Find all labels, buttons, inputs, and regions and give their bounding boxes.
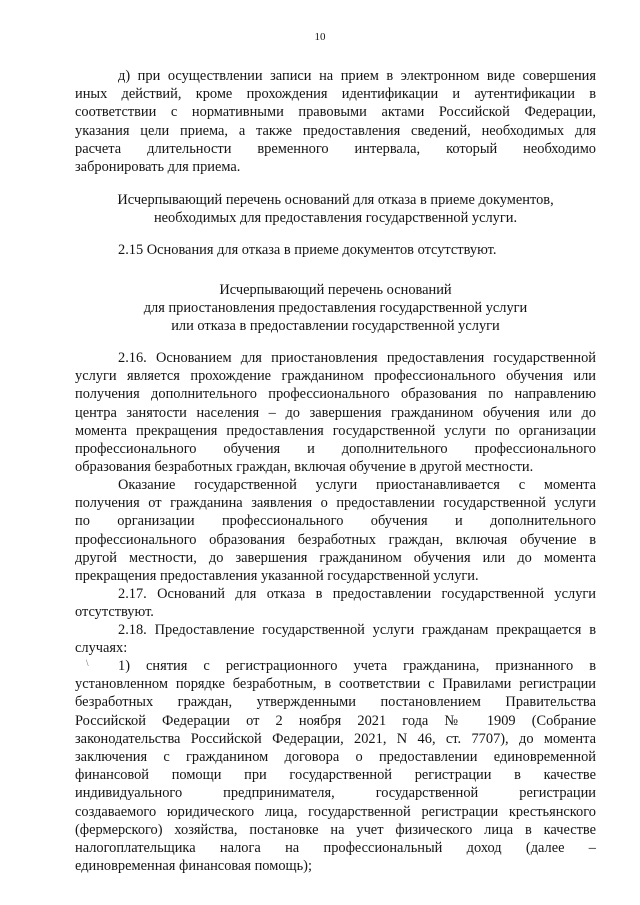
- section-heading-suspension: [75, 281, 596, 336]
- heading-line: необходимых для предоставления государственной услуги.: [153, 210, 518, 227]
- text-line: 2.18. Предоставление государственной услуги гражданам прекращается в: [118, 622, 596, 638]
- text-line: другой местности, до завершения гражданином обучения или до момента: [75, 549, 596, 566]
- text-line: 2.15 Основания для отказа в приеме документов отсутствуют.: [118, 242, 497, 258]
- text-line: центра занятости населения – до завершения гражданином обучения или до: [75, 404, 596, 421]
- paragraph-2-17: [75, 585, 596, 621]
- text-line: образования безработных граждан, включая обучение в другой местности.: [75, 459, 534, 476]
- text-line: создаваемого юридического лица, государственной регистрации крестьянского: [75, 803, 596, 820]
- heading-line: или отказа в предоставлении государственной услуги: [171, 318, 500, 335]
- text-line: Оказание государственной услуги приостанавливается с момента: [118, 477, 596, 493]
- text-line: получения от гражданина заявления о предоставлении государственной услуги: [75, 495, 596, 512]
- text-line: по организации профессионального обучения и дополнительного: [75, 513, 596, 530]
- text-line: д) при осуществлении записи на прием в электронном виде совершения: [118, 68, 596, 84]
- heading-line: Исчерпывающий перечень оснований для отказа в приеме документов,: [117, 192, 554, 208]
- text-line: индивидуального предпринимателя, государственной регистрации: [75, 785, 596, 802]
- text-line: финансовой помощи при государственной регистрации в качестве: [75, 767, 596, 784]
- paragraph-2-15: [75, 241, 596, 259]
- text-line: момента прекращения предоставления государственной услуги по организации: [75, 422, 596, 439]
- text-line: законодательства Российской Федерации, 2021, N 46, ст. 7707), до момента: [75, 730, 596, 747]
- text-line: расчета длительности временного интервала, который необходимо: [75, 140, 596, 157]
- text-line: указания цели приема, а также предоставления сведений, необходимых для: [75, 122, 596, 139]
- heading-line: Исчерпывающий перечень оснований: [219, 282, 452, 298]
- paragraph-2-16: [75, 349, 596, 476]
- text-line: 2.16. Основанием для приостановления предоставления государственной: [118, 350, 596, 366]
- scan-mark: \: [86, 658, 89, 668]
- text-line: (фермерского) хозяйства, постановке на учет физического лица в качестве: [75, 821, 596, 838]
- text-line: соответствии с нормативными правовыми актами Российской Федерации,: [75, 104, 596, 121]
- section-heading-refusal-documents: [75, 191, 596, 227]
- text-line: услуги является прохождение гражданином профессионального обучения или: [75, 368, 596, 385]
- text-line: иных действий, кроме прохождения идентификации и аутентификации в: [75, 86, 596, 103]
- text-line: прекращения предоставления указанной государственной услуги.: [75, 568, 479, 585]
- text-line: случаях:: [75, 640, 128, 657]
- text-line: налогоплательщика налога на профессиональный доход (далее –: [75, 840, 596, 857]
- text-line: профессионального образования безработных граждан, включая обучение в: [75, 531, 596, 548]
- page-number: 10: [314, 31, 326, 43]
- text-line: Российской Федерации от 2 ноября 2021 года № 1909 (Собрание: [75, 712, 596, 729]
- text-line: единовременная финансовая помощь);: [75, 858, 312, 875]
- text-line: забронировать для приема.: [75, 159, 241, 176]
- paragraph-item-1: [75, 657, 596, 875]
- text-line: профессионального обучения и дополнительного профессионального: [75, 441, 596, 458]
- paragraph-2-18: [75, 621, 596, 657]
- text-line: установленном порядке безработным, в соответствии с Правилами регистрации: [75, 676, 596, 693]
- paragraph-suspension-details: [75, 476, 596, 585]
- paragraph-d: [75, 67, 596, 176]
- text-line: отсутствуют.: [75, 604, 154, 621]
- heading-line: для приостановления предоставления государственной услуги: [143, 300, 528, 317]
- text-line: безработных граждан, утвержденными постановлением Правительства: [75, 694, 596, 711]
- text-line: заключения с гражданином договора о предоставлении единовременной: [75, 749, 596, 766]
- text-line: 2.17. Оснований для отказа в предоставлении государственной услуги: [118, 586, 596, 602]
- text-line: 1) снятия с регистрационного учета гражданина, признанного в: [118, 658, 596, 674]
- text-line: получения дополнительного профессионального образования по направлению: [75, 386, 596, 403]
